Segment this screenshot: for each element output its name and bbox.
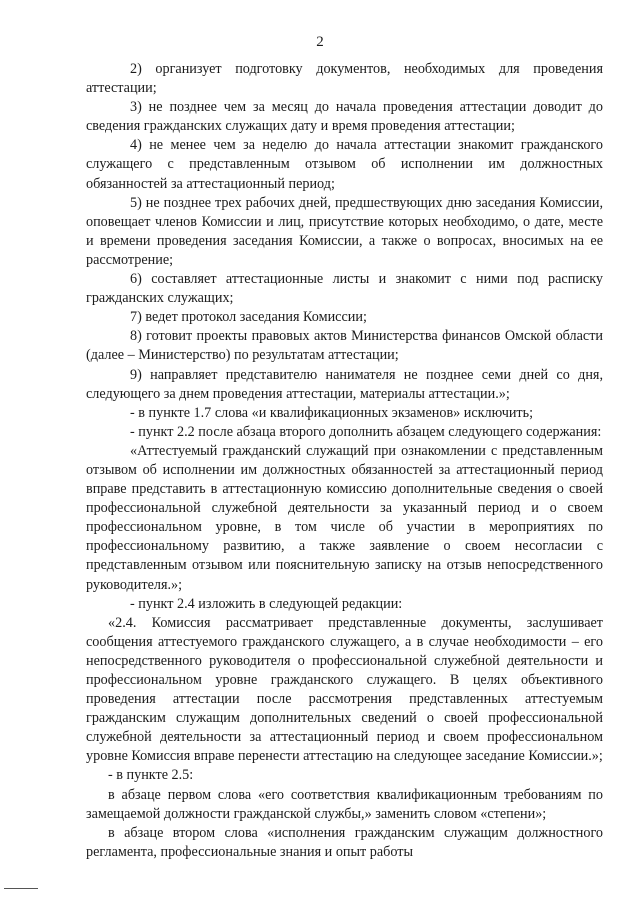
document-body bbox=[86, 60, 603, 862]
paragraph-item-6: 6) составляет аттестационные листы и знакомит с ними под расписку гражданских служащих; bbox=[86, 271, 603, 307]
paragraph-item-3: 3) не позднее чем за месяц до начала проведения аттестации доводит до сведения гражданских служащих дату и время проведения аттестации; bbox=[86, 99, 603, 135]
paragraph-item-7: 7) ведет протокол заседания Комиссии; bbox=[130, 309, 367, 326]
paragraph-item-5: 5) не позднее трех рабочих дней, предшествующих дню заседания Комиссии, оповещает членов Комиссии и лиц, присутствие которых необходимо, о дате, месте и времени проведения заседания Комиссии, а также о вопросах, вносимых на ее рассмотрение; bbox=[86, 194, 603, 268]
paragraph-item-2: 2) организует подготовку документов, необходимых для проведения аттестации; bbox=[86, 61, 603, 97]
paragraph-2-5-second: в абзаце втором слова «исполнения гражданским служащим должностного регламента, профессиональные знания и опыт работы bbox=[86, 824, 603, 860]
paragraph-point-1-7: - в пункте 1.7 слова «и квалификационных экзаменов» исключить; bbox=[130, 404, 534, 421]
paragraph-point-2-4: - пункт 2.4 изложить в следующей редакции: bbox=[130, 595, 403, 612]
quoted-paragraph-2-2: «Аттестуемый гражданский служащий при ознакомлении с представленным отзывом об исполнении им должностных обязанностей за аттестационный период вправе представить в аттестационную комиссию дополнительные сведения о своей профессиональной служебной деятельности за указанный период и о своем профессиональном уровне, в том числе об участии в мероприятиях по профессиональному развитию, а также заявление о своем несогласии с представленным отзывом или пояснительную записку на отзыв непосредственного руководителя.»; bbox=[86, 442, 603, 593]
paragraph-2-5-first: в абзаце первом слова «его соответствия квалификационным требованиям по замещаемой должности гражданской службы,» заменить словом «степени»; bbox=[86, 786, 603, 822]
margin-mark bbox=[4, 888, 38, 889]
paragraph-point-2-2: - пункт 2.2 после абзаца второго дополнить абзацем следующего содержания: bbox=[130, 423, 602, 440]
paragraph-item-4: 4) не менее чем за неделю до начала аттестации знакомит гражданского служащего с представленным отзывом об исполнении им должностных обязанностей за аттестационный период; bbox=[86, 137, 603, 192]
paragraph-point-2-5: - в пункте 2.5: bbox=[108, 767, 194, 784]
quoted-paragraph-2-4: «2.4. Комиссия рассматривает представленные документы, заслушивает сообщения аттестуемого гражданского служащего, а в случае необходимости – его непосредственного руководителя о профессиональной служебной деятельности и профессиональном уровне гражданского служащего. В целях объективного проведения аттестации после рассмотрения представленных аттестуемым гражданским служащим дополнительных сведений о своей профессиональной служебной деятельности за аттестационный период и своем профессиональном уровне Комиссия вправе перенести аттестацию на следующее заседание Комиссии.»; bbox=[86, 614, 603, 765]
paragraph-item-9: 9) направляет представителю нанимателя не позднее семи дней со дня, следующего за днем проведения аттестации, материалы аттестации.»; bbox=[86, 366, 603, 402]
page-number: 2 bbox=[316, 34, 324, 50]
paragraph-item-8: 8) готовит проекты правовых актов Министерства финансов Омской области (далее – Министерство) по результатам аттестации; bbox=[86, 328, 603, 364]
